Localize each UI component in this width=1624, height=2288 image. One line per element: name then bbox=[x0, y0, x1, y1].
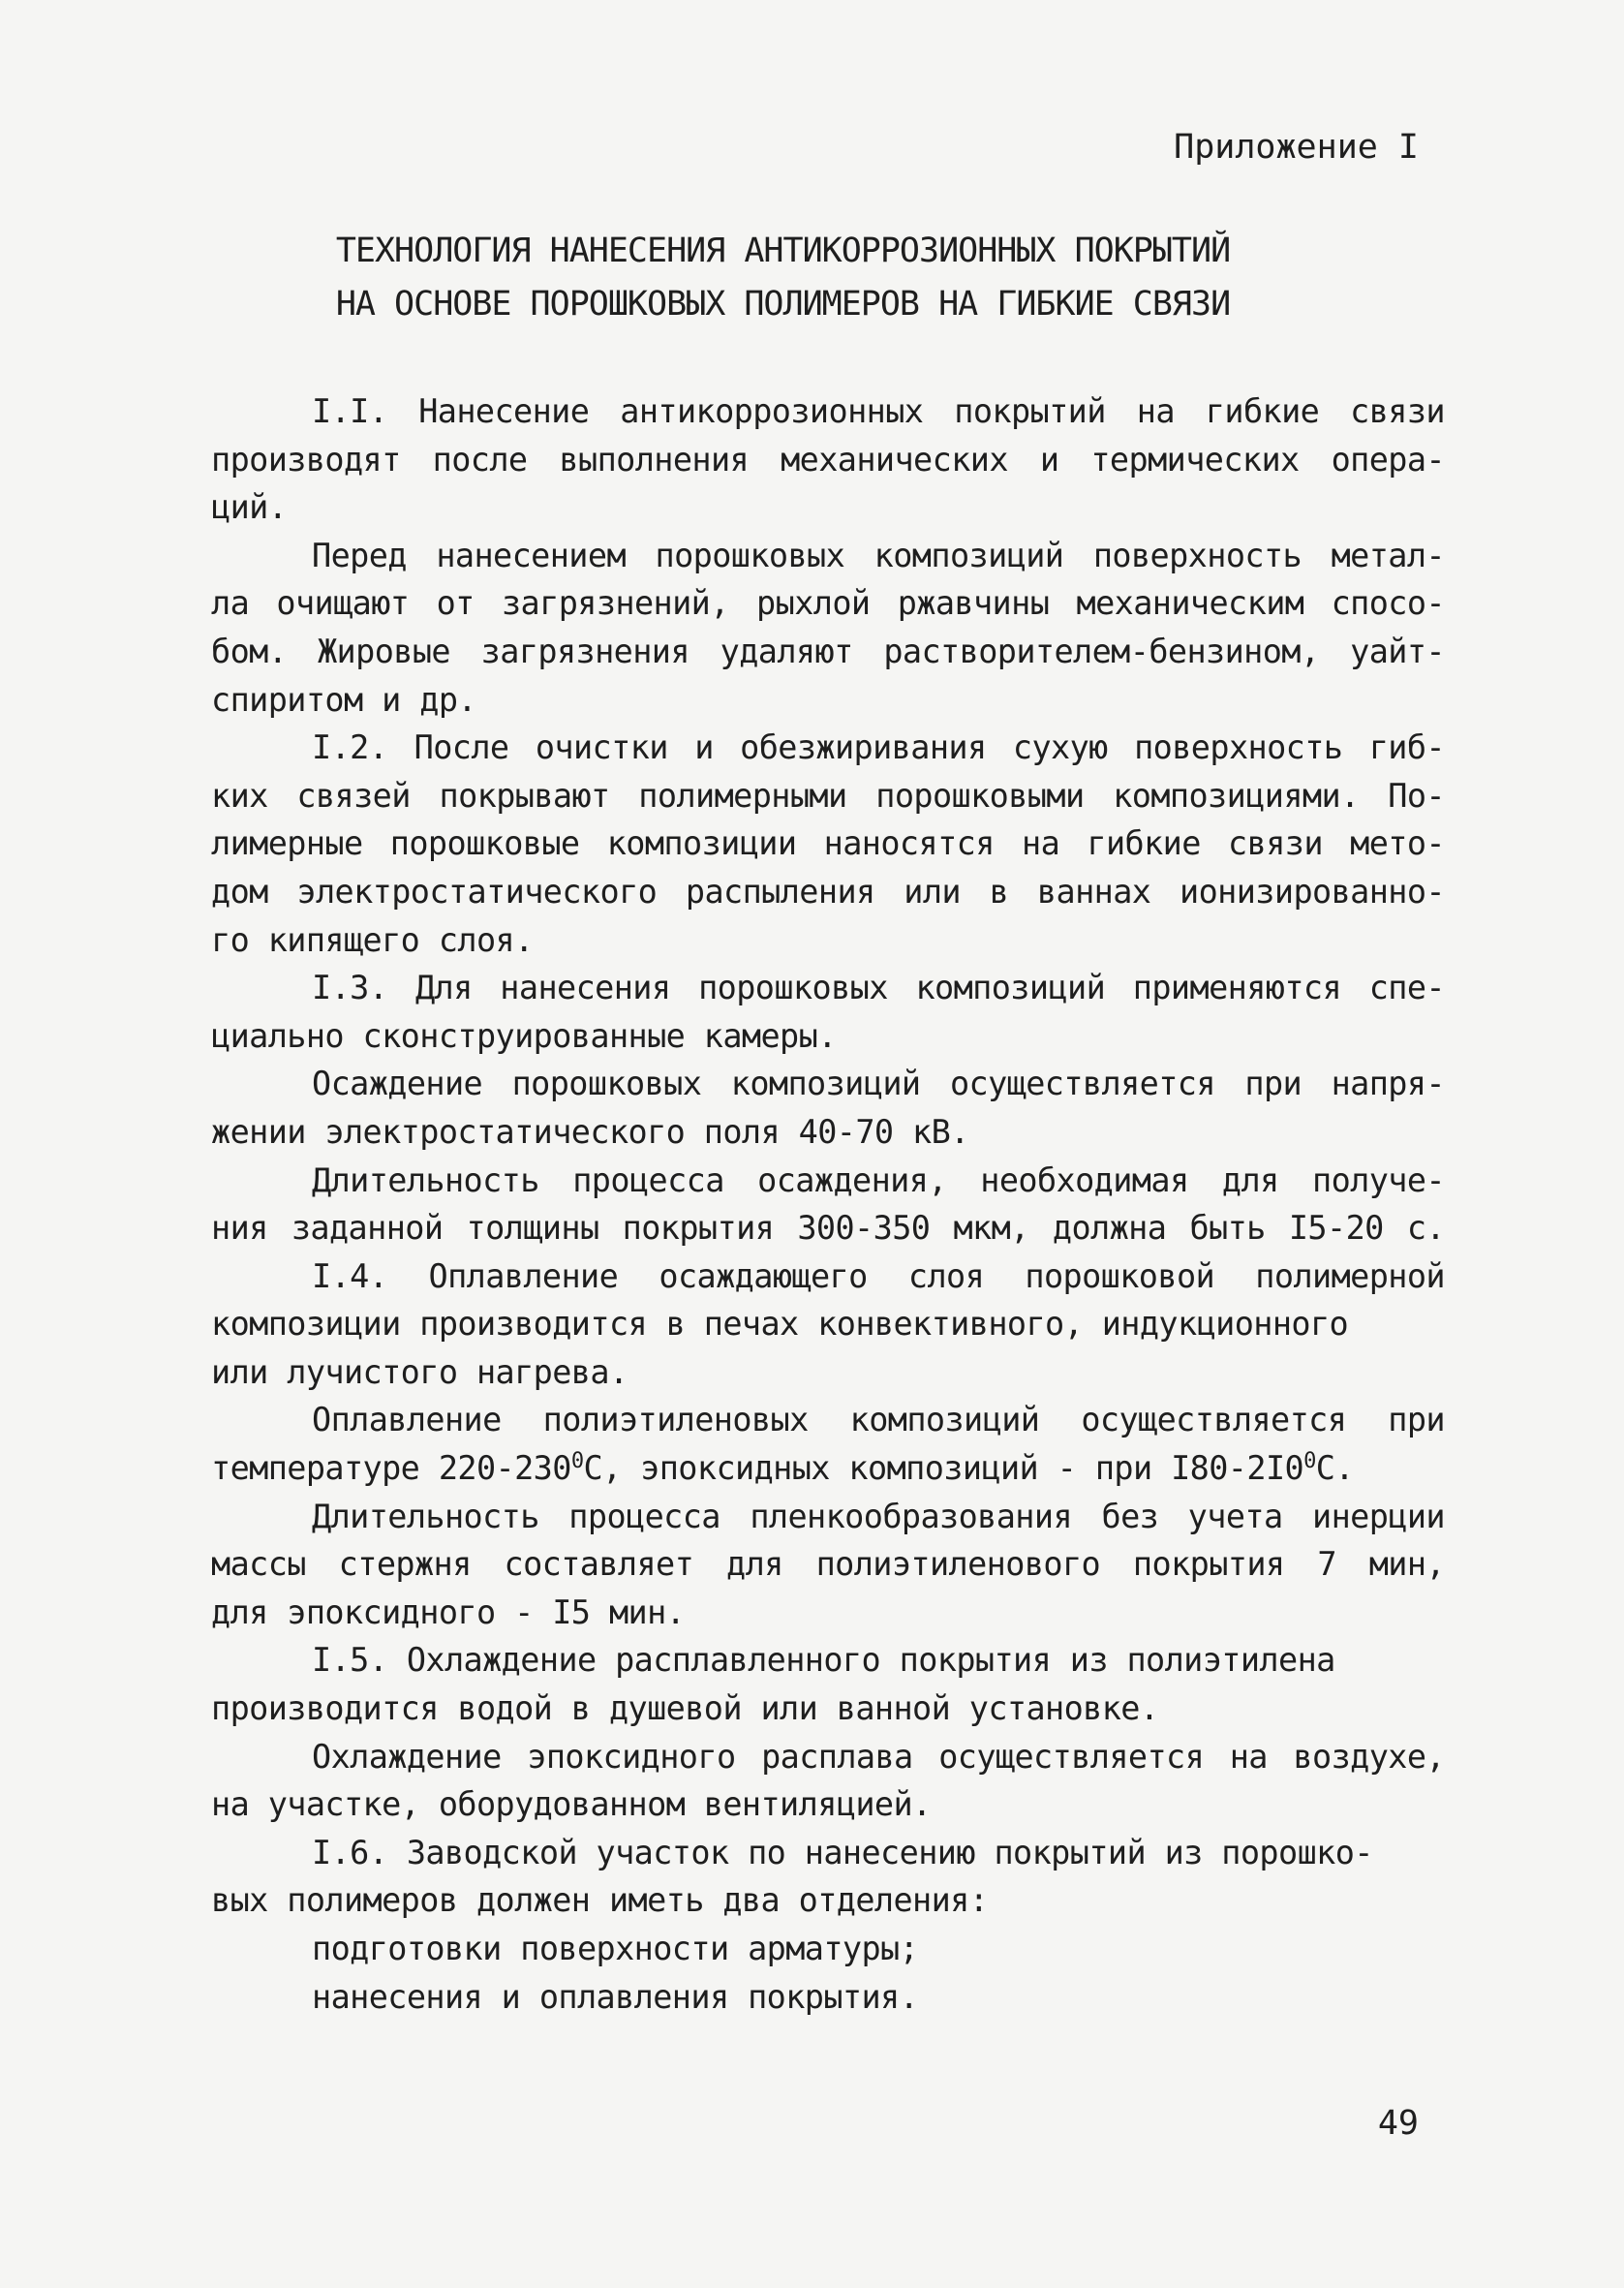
text-line: I.I. Нанесение антикоррозионных покрытий на гибкие связи bbox=[312, 392, 1445, 430]
text-line: для эпоксидного - I5 мин. bbox=[211, 1592, 686, 1631]
text-line: жении электростатического поля 40-70 кВ. bbox=[211, 1112, 969, 1151]
text-line: или лучистого нагрева. bbox=[211, 1352, 628, 1391]
text-line: ла очищают от загрязнений, рыхлой ржавчины механическим спосо- bbox=[211, 584, 1445, 623]
list-item: нанесения и оплавления покрытия. bbox=[312, 1977, 919, 2016]
text-line: Осаждение порошковых композиций осуществляется при напря- bbox=[312, 1065, 1445, 1103]
text-line: композиции производится в печах конвективного, индукционного bbox=[211, 1305, 1349, 1344]
text-line: спиритом и др. bbox=[211, 680, 476, 719]
document-body bbox=[211, 387, 1445, 2021]
text-fragment: С. bbox=[1315, 1449, 1354, 1488]
text-line: Длительность процесса осаждения, необходимая для получе- bbox=[312, 1160, 1445, 1199]
text-line: го кипящего слоя. bbox=[211, 920, 534, 959]
text-line: производится водой в душевой или ванной установке. bbox=[211, 1689, 1159, 1728]
text-line: Длительность процесса пленкообразования без учета инерции bbox=[312, 1497, 1445, 1535]
text-line: ния заданной толщины покрытия 300-350 мкм, должна быть I5-20 с. bbox=[211, 1209, 1445, 1248]
title-line-2: НА ОСНОВЕ ПОРОШКОВЫХ ПОЛИМЕРОВ НА ГИБКИЕ СВЯЗИ bbox=[335, 285, 1231, 324]
page-number: 49 bbox=[1377, 2104, 1419, 2143]
text-line: циально сконструированные камеры. bbox=[211, 1016, 837, 1055]
list-item: подготовки поверхности арматуры; bbox=[312, 1930, 919, 1967]
text-fragment: температуре 220-230 bbox=[211, 1449, 571, 1488]
text-line: Перед нанесением порошковых композиций поверхность метал- bbox=[312, 536, 1445, 574]
text-line: бом. Жировые загрязнения удаляют растворителем-бензином, уайт- bbox=[211, 632, 1445, 670]
degree-mark: 0 bbox=[570, 1448, 584, 1473]
text-line: ций. bbox=[211, 488, 288, 527]
text-line: I.4. Оплавление осаждающего слоя порошковой полимерной bbox=[312, 1256, 1445, 1295]
text-line: вых полимеров должен иметь два отделения: bbox=[211, 1881, 989, 1920]
title-line-1: ТЕХНОЛОГИЯ НАНЕСЕНИЯ АНТИКОРРОЗИОННЫХ ПОКРЫТИЙ bbox=[335, 232, 1231, 270]
document-title bbox=[0, 225, 1624, 331]
text-line-temperature bbox=[211, 1444, 1445, 1493]
text-line: дом электростатического распыления или в ваннах ионизированно- bbox=[211, 872, 1445, 911]
text-line: I.3. Для нанесения порошковых композиций применяются спе- bbox=[312, 969, 1445, 1007]
text-line: Охлаждение эпоксидного расплава осуществляется на воздухе, bbox=[312, 1737, 1445, 1776]
text-line: производят после выполнения механических и термических опера- bbox=[211, 440, 1445, 479]
text-line: массы стержня составляет для полиэтиленового покрытия 7 мин, bbox=[211, 1545, 1445, 1584]
text-line: лимерные порошковые композиции наносятся на гибкие связи мето- bbox=[211, 824, 1445, 863]
appendix-label: Приложение I bbox=[1174, 128, 1419, 167]
degree-mark: 0 bbox=[1303, 1448, 1316, 1473]
text-line: I.5. Охлаждение расплавленного покрытия из полиэтилена bbox=[312, 1641, 1335, 1680]
text-line: Оплавление полиэтиленовых композиций осуществляется при bbox=[312, 1401, 1445, 1439]
text-line: ких связей покрывают полимерными порошковыми композициями. По- bbox=[211, 776, 1445, 815]
text-fragment: С, эпоксидных композиций - при I80-2I0 bbox=[583, 1449, 1304, 1488]
text-line: I.6. Заводской участок по нанесению покрытий из порошко- bbox=[312, 1833, 1373, 1871]
text-line: I.2. После очистки и обезжиривания сухую поверхность гиб- bbox=[312, 728, 1445, 767]
text-line: на участке, оборудованном вентиляцией. bbox=[211, 1785, 932, 1824]
